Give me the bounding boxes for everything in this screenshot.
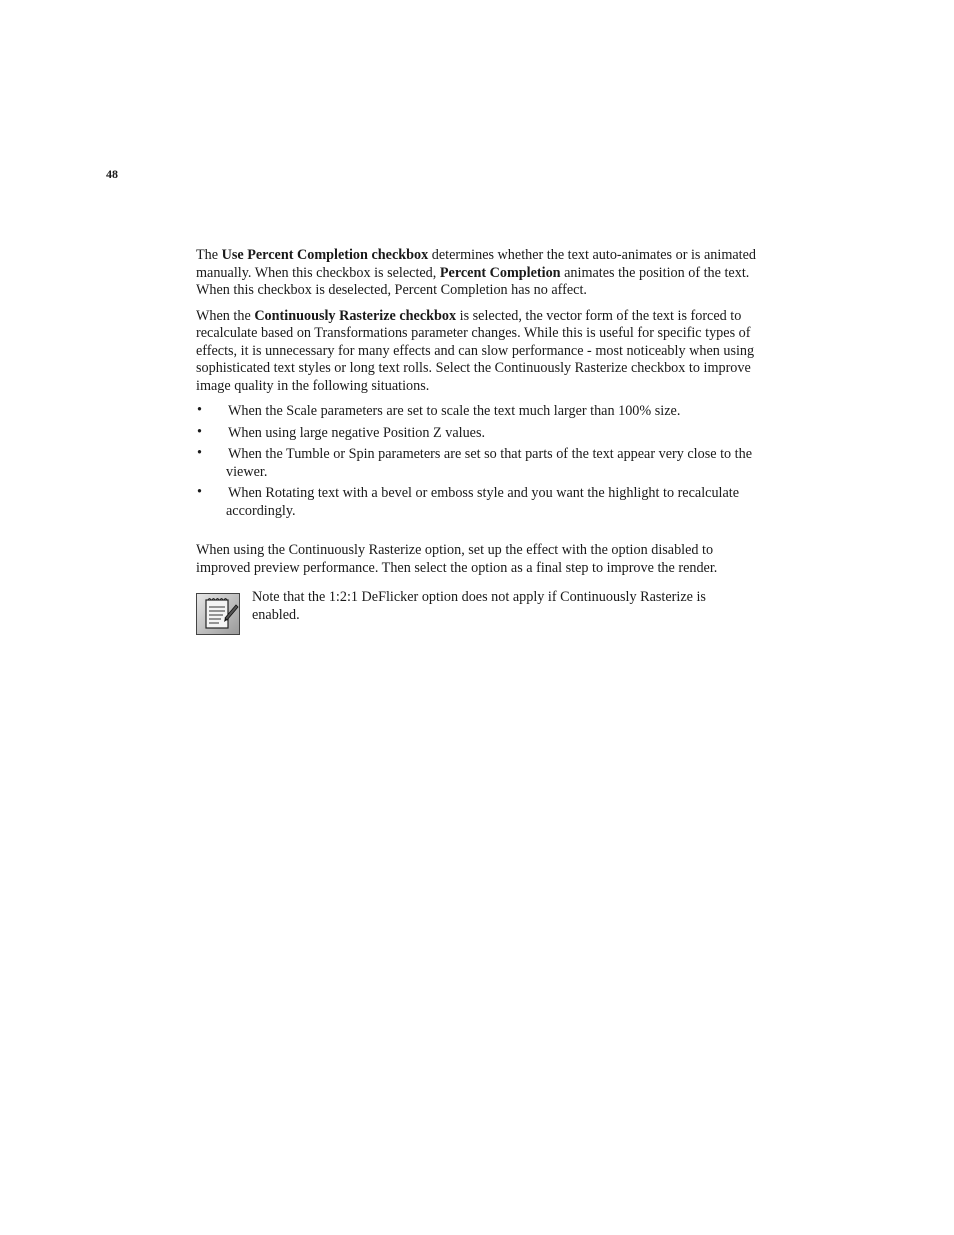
list-item: • When the Scale parameters are set to scale the text much larger than 100% size.: [197, 402, 681, 419]
bullet-glyph: •: [197, 423, 202, 440]
page-number: 48: [106, 167, 118, 181]
notepad-icon: [196, 593, 240, 635]
term-continuously-rasterize: Continuously Rasterize checkbox: [254, 307, 457, 324]
note-text: Note that the 1:2:1 DeFlicker option does not apply if Continuously Rasterize is enabled.: [252, 589, 706, 623]
bullet-glyph: •: [197, 445, 202, 461]
term-use-percent-completion: Use Percent Completion checkbox: [221, 247, 429, 263]
bullet-glyph: •: [197, 402, 202, 418]
paragraph-preview-performance: When using the Continuously Rasterize option, set up the effect with the option disabled to improved preview performance. Then select the option as a final step to improve the render.: [196, 542, 718, 576]
note-callout: [196, 589, 756, 635]
list-item: • When using large negative Position Z values.: [197, 423, 486, 441]
list-item: • When the Tumble or Spin parameters are set so that parts of the text appear very close to the viewer.: [197, 445, 752, 480]
paragraph-percent-completion: The Use Percent Completion checkbox determines whether the text auto-animates or is animated manually. When this checkbox is selected, Percent Completion animates the position of the text. When this checkbox is deselected, Percent Completion has no affect.: [196, 247, 756, 298]
situations-list: [196, 403, 756, 520]
paragraph-continuously-rasterize: When the Continuously Rasterize checkbox is selected, the vector form of the text is forced to recalculate based on Transformations parameter changes. While this is useful for specific types of effects, it is unnecessary for many effects and can slow performance - most noticeably when using sophisticated text styles or long text rolls. Select the Continuously Rasterize checkbox to improve image quality in the following situations.: [196, 307, 755, 394]
bullet-glyph: •: [197, 484, 202, 500]
document-body: [196, 247, 756, 635]
term-percent-completion: Percent Completion: [439, 264, 561, 281]
list-item: • When Rotating text with a bevel or emboss style and you want the highlight to recalculate accordingly.: [197, 484, 740, 519]
